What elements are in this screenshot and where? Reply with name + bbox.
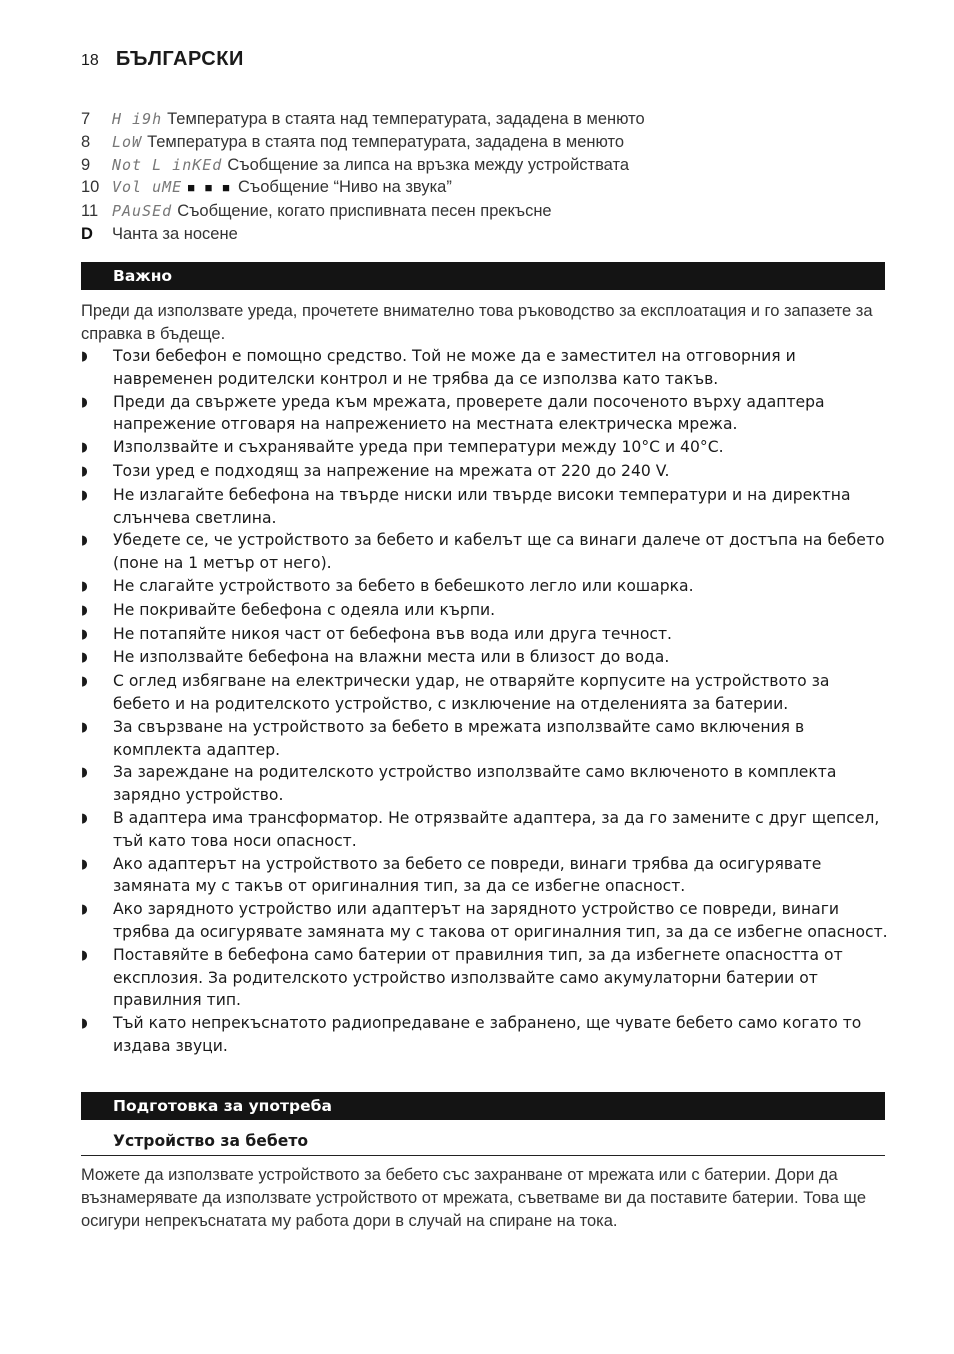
bullet-icon: ◗ xyxy=(81,578,88,594)
bullet-icon: ◗ xyxy=(81,1016,88,1032)
bullet-icon: ◗ xyxy=(81,902,88,918)
item-text: Чанта за носене xyxy=(112,224,238,243)
list-item xyxy=(81,807,891,853)
list-item xyxy=(81,436,891,460)
section-bar-important xyxy=(81,262,885,290)
bullet-text: Тъй като непрекъснатото радиопредаване е забранено, ще чувате бебето само когато то издава звуци. xyxy=(113,1014,862,1055)
bullet-text: Ако адаптерът на устройството за бебето се повреди, винаги трябва да осигурявате замяната му с такъв от оригиналния тип, за да се избегне опасност. xyxy=(113,854,822,896)
item-content xyxy=(112,176,452,200)
bullet-icon: ◗ xyxy=(81,650,88,666)
lcd-display-text: H i9h xyxy=(112,110,163,128)
item-number: 10 xyxy=(81,178,100,197)
bullet-text: В адаптера има трансформатор. Не отрязвайте адаптера, за да го замените с друг щепсел, тъй като това носи опасност. xyxy=(113,808,880,850)
closing-paragraph: Можете да използвате устройството за бебето със захранване от мрежата или с батерии. Дори да възнамерявате да използвате устройството от мрежата, съветваме ви да поставите батерии. Това ще осигури непрекъснатата му работа дори в случай на спиране на тока. xyxy=(81,1166,867,1230)
bullet-icon: ◗ xyxy=(81,394,88,410)
item-content xyxy=(112,108,645,131)
bullet-text: За свързване на устройството за бебето в мрежата използвайте само включения в комплекта адаптер. xyxy=(113,717,805,759)
bullet-icon: ◗ xyxy=(81,626,88,642)
list-item xyxy=(81,623,891,647)
subsection-title-baby-unit: Устройство за бебето xyxy=(81,1129,885,1156)
item-content xyxy=(112,154,629,177)
item-text: Съобщение за липса на връзка между устройствата xyxy=(227,155,630,174)
list-item xyxy=(81,761,891,807)
bullet-icon: ◗ xyxy=(81,349,88,364)
list-item xyxy=(81,460,891,484)
numbered-item xyxy=(81,108,901,131)
item-content xyxy=(112,200,552,223)
list-item xyxy=(81,345,891,391)
list-item xyxy=(81,484,891,530)
list-item xyxy=(81,391,891,437)
item-text: Температура в стаята под температурата, зададена в менюто xyxy=(147,132,625,151)
intro-paragraph: Преди да използвате уреда, прочетете внимателно това ръководство за експлоатация и го запазете за справка в бъдеще. xyxy=(81,302,873,343)
bullet-text: Не покривайте бебефона с одеяла или кърпи. xyxy=(113,600,496,619)
list-item xyxy=(81,646,891,670)
bullet-text: Не потапяйте никоя част от бебефона във вода или друга течност. xyxy=(113,624,673,643)
list-item xyxy=(81,1012,891,1058)
item-number: 9 xyxy=(81,155,91,174)
list-item xyxy=(81,853,891,899)
bullet-text: Ако зарядното устройство или адаптерът на зарядното устройство се повреди, винаги трябва да осигурявате замяната му с такова от оригиналния тип, за да се избегне опасност. xyxy=(113,900,888,941)
item-number: D xyxy=(81,224,93,243)
numbered-item xyxy=(81,176,901,200)
item-content xyxy=(112,223,238,246)
section-bar-preparation xyxy=(81,1092,885,1120)
numbered-item xyxy=(81,223,901,246)
list-item xyxy=(81,716,891,762)
item-number: 11 xyxy=(81,202,99,221)
bullet-icon: ◗ xyxy=(81,947,88,963)
page-number: 18 xyxy=(81,52,99,69)
list-item xyxy=(81,670,891,716)
volume-squares-icon: ■ ■ ■ xyxy=(187,180,233,196)
list-item xyxy=(81,599,891,623)
bullet-icon: ◗ xyxy=(81,463,88,479)
bullet-text: Не слагайте устройството за бебето в бебешкото легло или кошарка. xyxy=(113,576,694,595)
item-text: Съобщение “Ниво на звука” xyxy=(238,178,452,197)
bullet-icon: ◗ xyxy=(81,602,88,618)
item-text: Съобщение, когато приспивната песен прекъсне xyxy=(177,202,552,221)
bullet-icon: ◗ xyxy=(81,487,88,503)
numbered-item xyxy=(81,200,901,223)
language-title: БЪЛГАРСКИ xyxy=(115,48,244,70)
bullet-text: За зареждане на родителското устройство използвайте само включеното в комплекта зарядно устройство. xyxy=(113,763,837,805)
list-item xyxy=(81,944,891,1012)
bullet-text: Използвайте и съхранявайте уреда при температури между 10°C и 40°C. xyxy=(113,438,724,457)
bullet-text: Поставяйте в бебефона само батерии от правилния тип, за да избегнете опасността от експлозия. За родителското устройство използвайте само акумулаторни батерии от правилния тип. xyxy=(113,945,843,1010)
list-item xyxy=(81,898,891,944)
lcd-display-text: LoW xyxy=(112,132,143,151)
section-title-important: Важно xyxy=(113,267,173,285)
item-number: 8 xyxy=(81,132,91,151)
page-header xyxy=(81,48,244,71)
bullet-icon: ◗ xyxy=(81,719,88,735)
bullet-icon: ◗ xyxy=(81,810,88,826)
bullet-icon: ◗ xyxy=(81,856,88,872)
bullet-icon: ◗ xyxy=(81,765,88,781)
item-text: Температура в стаята над температурата, зададена в менюто xyxy=(167,110,645,128)
numbered-list xyxy=(81,108,901,246)
lcd-display-text: PAuSEd xyxy=(112,202,173,221)
item-content xyxy=(112,131,624,154)
bullet-icon: ◗ xyxy=(81,533,88,549)
lcd-display-text: Not L inKEd xyxy=(112,155,223,174)
bullet-text: Преди да свържете уреда към мрежата, проверете дали посоченото върху адаптера напрежение отговаря на напрежението на местната електрическа мрежа. xyxy=(113,392,825,434)
bullet-text: Този уред е подходящ за напрежение на мрежата от 220 до 240 V. xyxy=(113,461,670,480)
item-number: 7 xyxy=(81,110,91,128)
numbered-item xyxy=(81,131,901,154)
warning-list xyxy=(81,345,891,1058)
list-item xyxy=(81,575,891,599)
bullet-text: Не използвайте бебефона на влажни места или в близост до вода. xyxy=(113,648,670,667)
numbered-item xyxy=(81,154,901,177)
bullet-text: Убедете се, че устройството за бебето и кабелът ще са винаги далече от достъпа на бебето (поне на 1 метър от него). xyxy=(113,531,885,573)
bullet-text: Този бебефон е помощно средство. Той не може да е заместител на отговорния и навременен родителски контрол и не трябва да се използва като такъв. xyxy=(113,347,796,388)
bullet-icon: ◗ xyxy=(81,674,88,690)
bullet-text: Не излагайте бебефона на твърде ниски или твърде високи температури и на директна слънчева светлина. xyxy=(113,485,851,527)
bullet-text: С оглед избягване на електрически удар, не отваряйте корпусите на устройството за бебето и на родителското устройство, с изключение на отделенията за батерии. xyxy=(113,672,830,713)
bullet-icon: ◗ xyxy=(81,440,88,456)
list-item xyxy=(81,529,891,575)
lcd-display-text: Vol uME xyxy=(112,178,183,197)
section-title-preparation: Подготовка за употреба xyxy=(113,1097,332,1115)
